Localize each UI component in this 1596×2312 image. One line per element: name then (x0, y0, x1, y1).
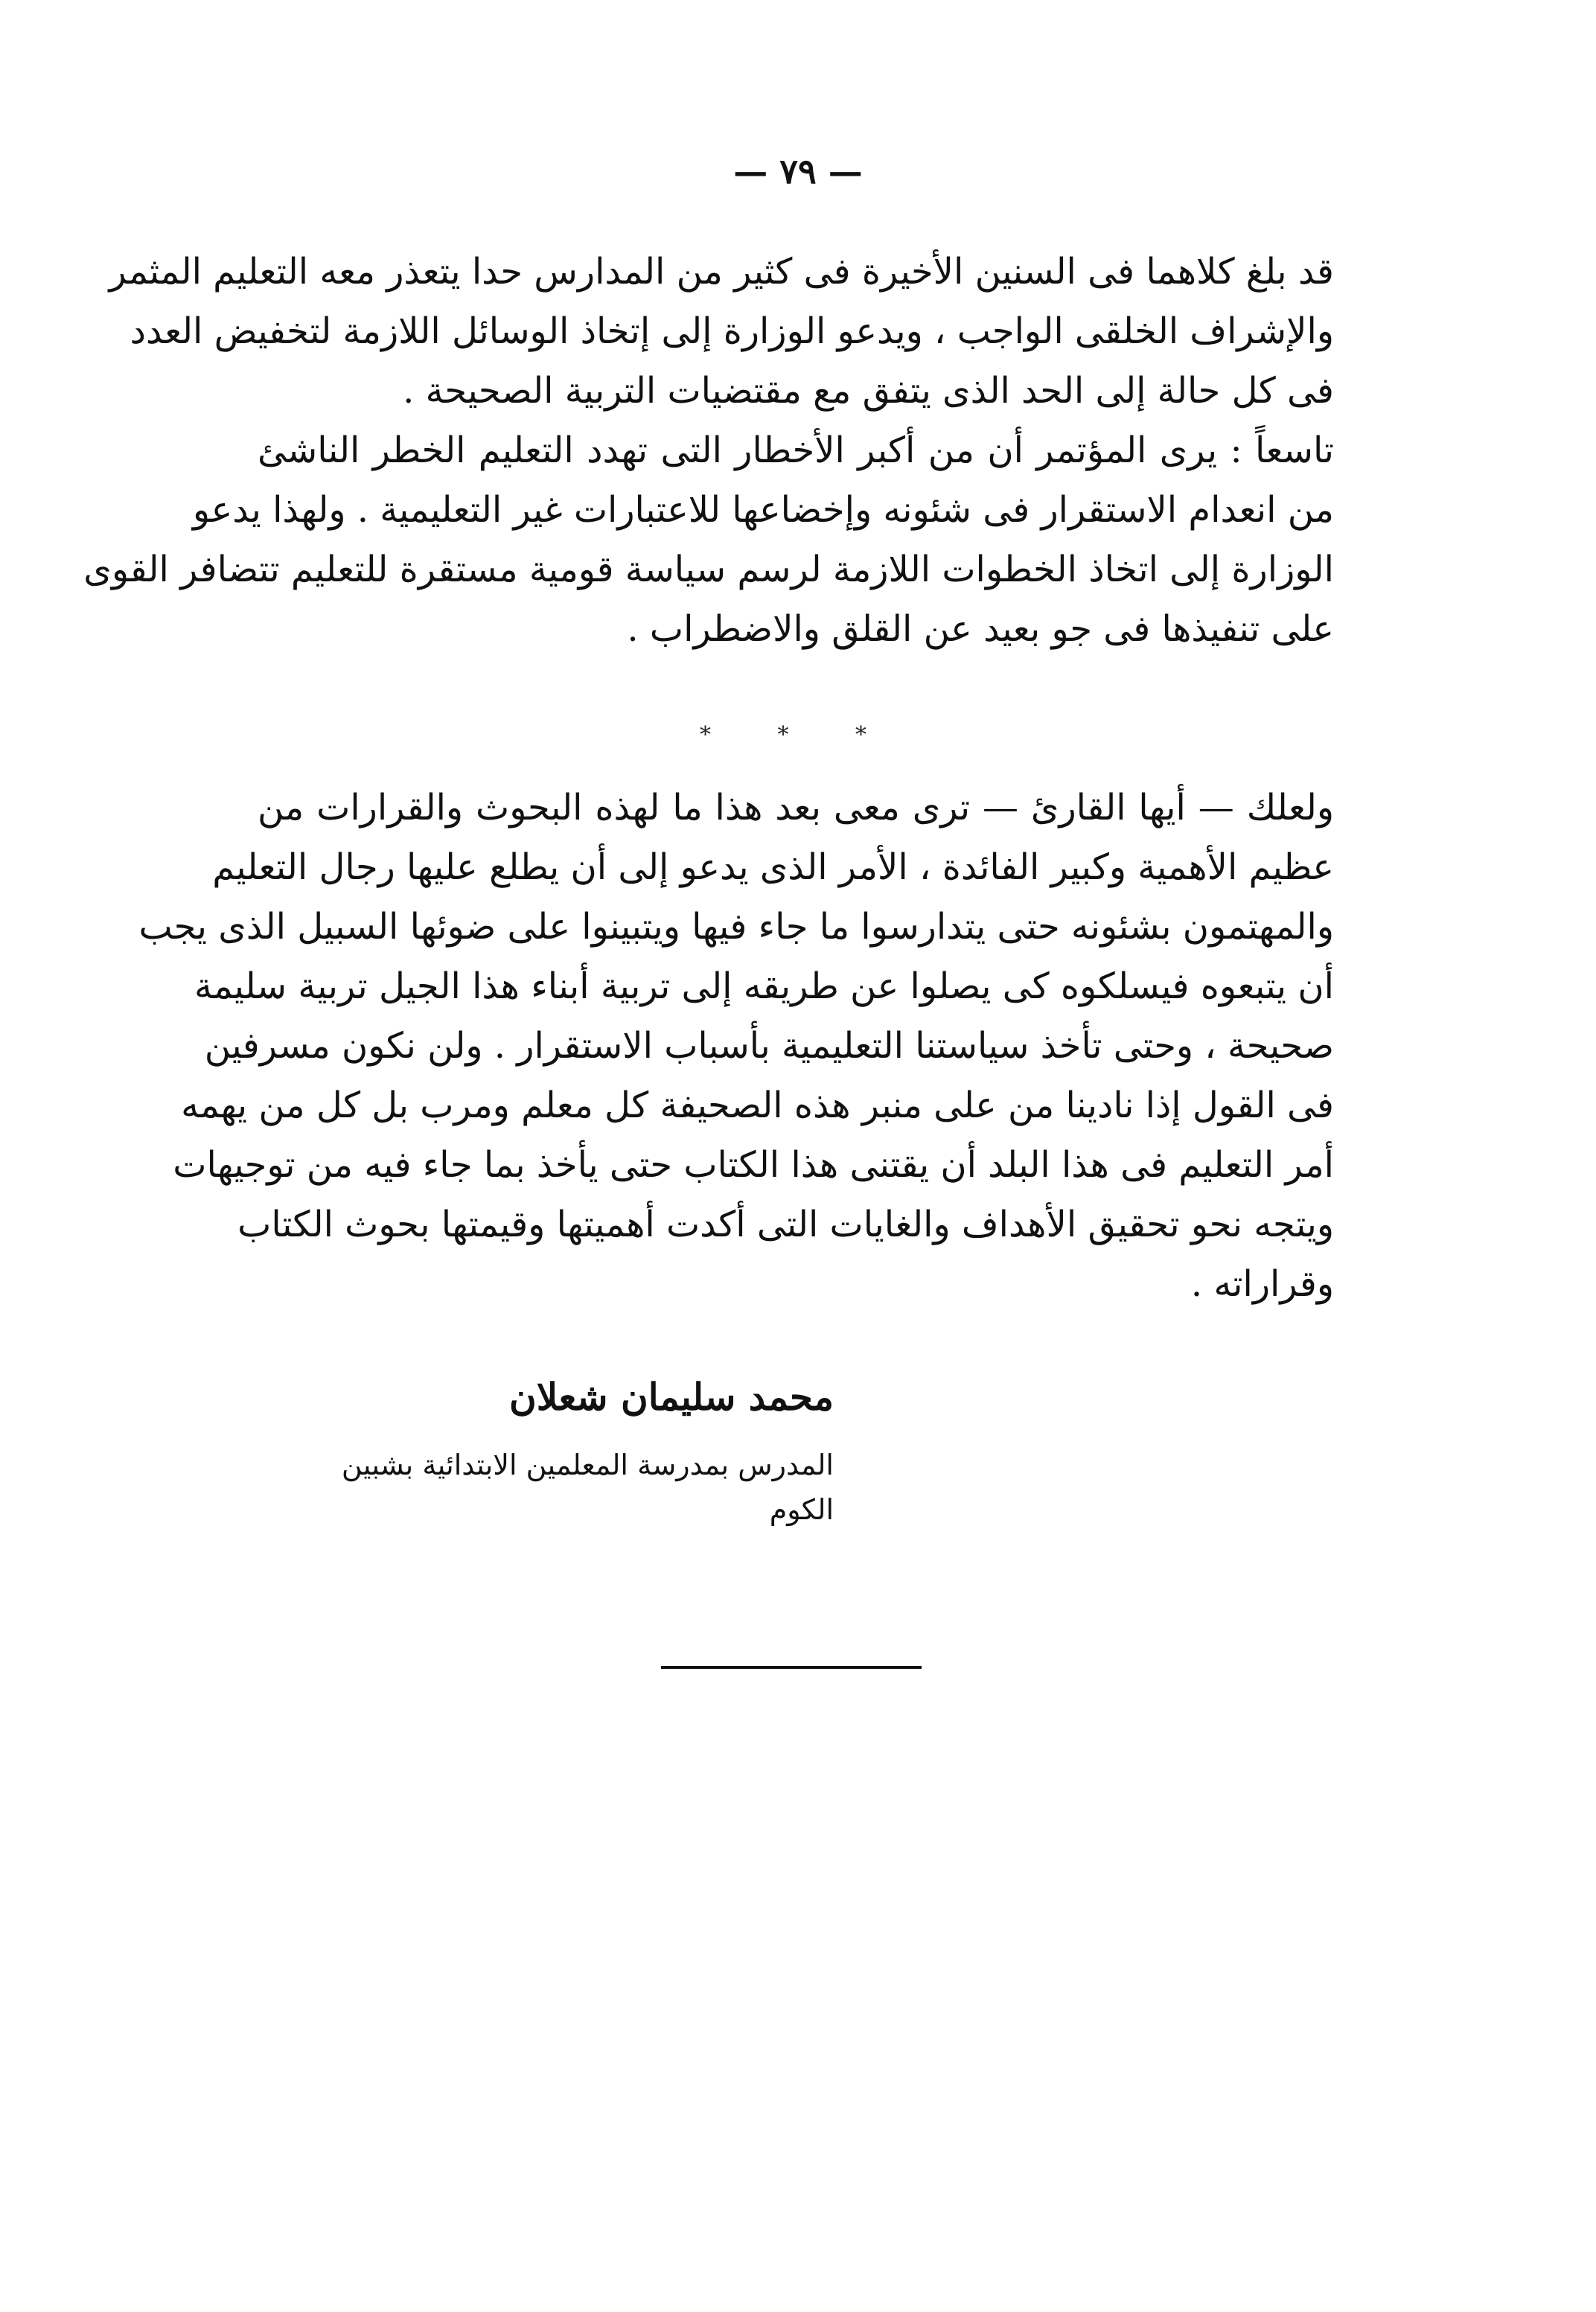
paragraph-line: صحيحة ، وحتى تأخذ سياستنا التعليمية بأسباب الاستقرار . ولن نكون مسرفين (204, 1025, 1334, 1067)
signature-name: محمد سليمان شعلان (509, 1375, 834, 1419)
paragraph-1 (109, 242, 1334, 421)
end-divider (661, 1666, 922, 1669)
section-separator: * * * (699, 722, 897, 748)
paragraph-line: الوزارة إلى اتخاذ الخطوات اللازمة لرسم سياسة قومية مستقرة للتعليم تتضافر القوى (83, 549, 1334, 590)
page-number: — ٧٩ — (733, 151, 863, 191)
paragraph-line: عظيم الأهمية وكبير الفائدة ، الأمر الذى يدعو إلى أن يطلع عليها رجال التعليم (212, 846, 1334, 888)
paragraph-line: تاسعاً : يرى المؤتمر أن من أكبر الأخطار التى تهدد التعليم الخطر الناشئ (258, 429, 1334, 471)
paragraph-line: قد بلغ كلاهما فى السنين الأخيرة فى كثير من المدارس حدا يتعذر معه التعليم المثمر (109, 251, 1334, 293)
paragraph-line: ويتجه نحو تحقيق الأهداف والغايات التى أكدت أهميتها وقيمتها بحوث الكتاب (237, 1204, 1334, 1245)
paragraph-2 (83, 421, 1334, 659)
paragraph-line: ولعلك — أيها القارئ — ترى معى بعد هذا ما لهذه البحوث والقرارات من (258, 787, 1334, 828)
signature-title: المدرس بمدرسة المعلمين الابتدائية بشبين الكوم (341, 1449, 834, 1526)
paragraph-3 (138, 778, 1334, 1314)
paragraph-line: والإشراف الخلقى الواجب ، ويدعو الوزارة إلى إتخاذ الوسائل اللازمة لتخفيض العدد (130, 310, 1334, 352)
paragraph-line: أمر التعليم فى هذا البلد أن يقتنى هذا الكتاب حتى يأخذ بما جاء فيه من توجيهات (173, 1144, 1334, 1186)
paragraph-line: أن يتبعوه فيسلكوه كى يصلوا عن طريقه إلى تربية أبناء هذا الجيل تربية سليمة (194, 965, 1334, 1007)
paragraph-line: فى كل حالة إلى الحد الذى يتفق مع مقتضيات التربية الصحيحة . (403, 370, 1334, 412)
paragraph-line: وقراراته . (1190, 1263, 1334, 1305)
paragraph-line: على تنفيذها فى جو بعيد عن القلق والاضطراب . (627, 608, 1334, 650)
paragraph-line: والمهتمون بشئونه حتى يتدارسوا ما جاء فيها ويتبينوا على ضوئها السبيل الذى يجب (138, 906, 1334, 948)
paragraph-line: فى القول إذا نادينا من على منبر هذه الصحيفة كل معلم ومرب بل كل من يهمه (181, 1085, 1334, 1126)
paragraph-line: من انعدام الاستقرار فى شئونه وإخضاعها للاعتبارات غير التعليمية . ولهذا يدعو (192, 489, 1334, 531)
